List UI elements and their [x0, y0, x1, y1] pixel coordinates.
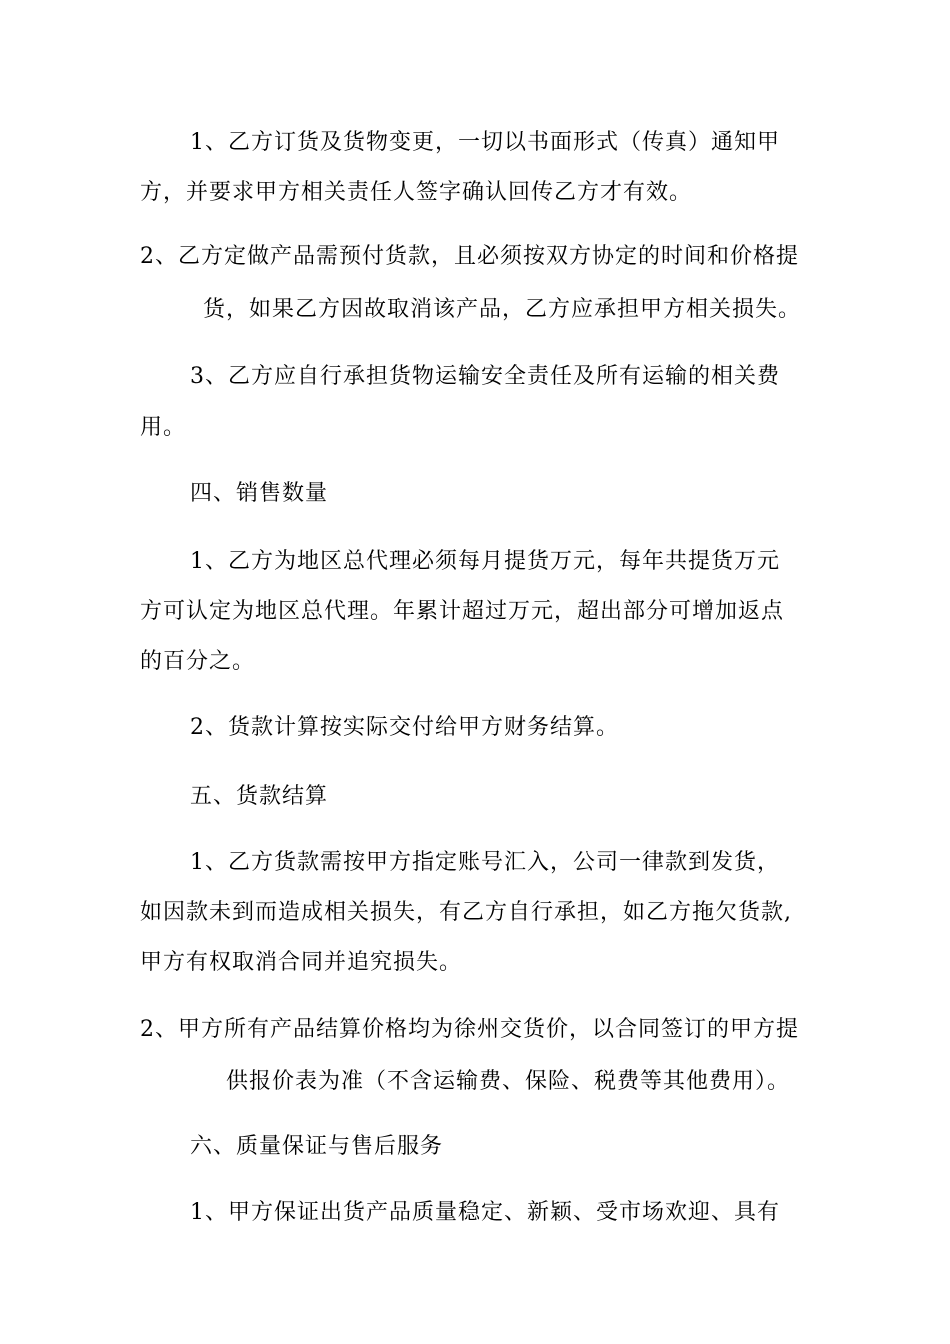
section-heading: 六、质量保证与售后服务	[190, 1134, 444, 1159]
paragraph-line: 供报价表为准（不含运输费、保险、税费等其他费用）。	[226, 1069, 791, 1094]
section-heading: 五、货款结算	[190, 784, 329, 809]
paragraph-line: 货，如果乙方因故取消该产品，乙方应承担甲方相关损失。	[203, 297, 802, 322]
paragraph-line: 的百分之。	[140, 649, 256, 674]
paragraph-line: 3、乙方应自行承担货物运输安全责任及所有运输的相关费	[190, 364, 780, 389]
paragraph-line: 2、乙方定做产品需预付货款，且必须按双方协定的时间和价格提	[140, 244, 799, 269]
paragraph-line: 方，并要求甲方相关责任人签字确认回传乙方才有效。	[140, 180, 693, 205]
paragraph-line: 1、乙方为地区总代理必须每月提货万元，每年共提货万元	[190, 549, 780, 574]
paragraph-line: 方可认定为地区总代理。年累计超过万元，超出部分可增加返点	[140, 599, 785, 624]
paragraph-line: 1、乙方订货及货物变更，一切以书面形式（传真）通知甲	[190, 130, 780, 155]
paragraph-line: 甲方有权取消合同并追究损失。	[140, 950, 463, 975]
paragraph-line: 如因款未到而造成相关损失，有乙方自行承担，如乙方拖欠货款,	[140, 900, 792, 925]
section-heading: 四、销售数量	[190, 481, 329, 506]
paragraph-line: 2、甲方所有产品结算价格均为徐州交货价，以合同签订的甲方提	[140, 1017, 799, 1042]
paragraph-line: 用。	[140, 415, 187, 440]
paragraph-line: 1、乙方货款需按甲方指定账号汇入，公司一律款到发货，	[190, 850, 780, 875]
paragraph-line: 2、货款计算按实际交付给甲方财务结算。	[190, 715, 619, 740]
paragraph-line: 1、甲方保证出货产品质量稳定、新颖、受市场欢迎、具有	[190, 1200, 780, 1225]
